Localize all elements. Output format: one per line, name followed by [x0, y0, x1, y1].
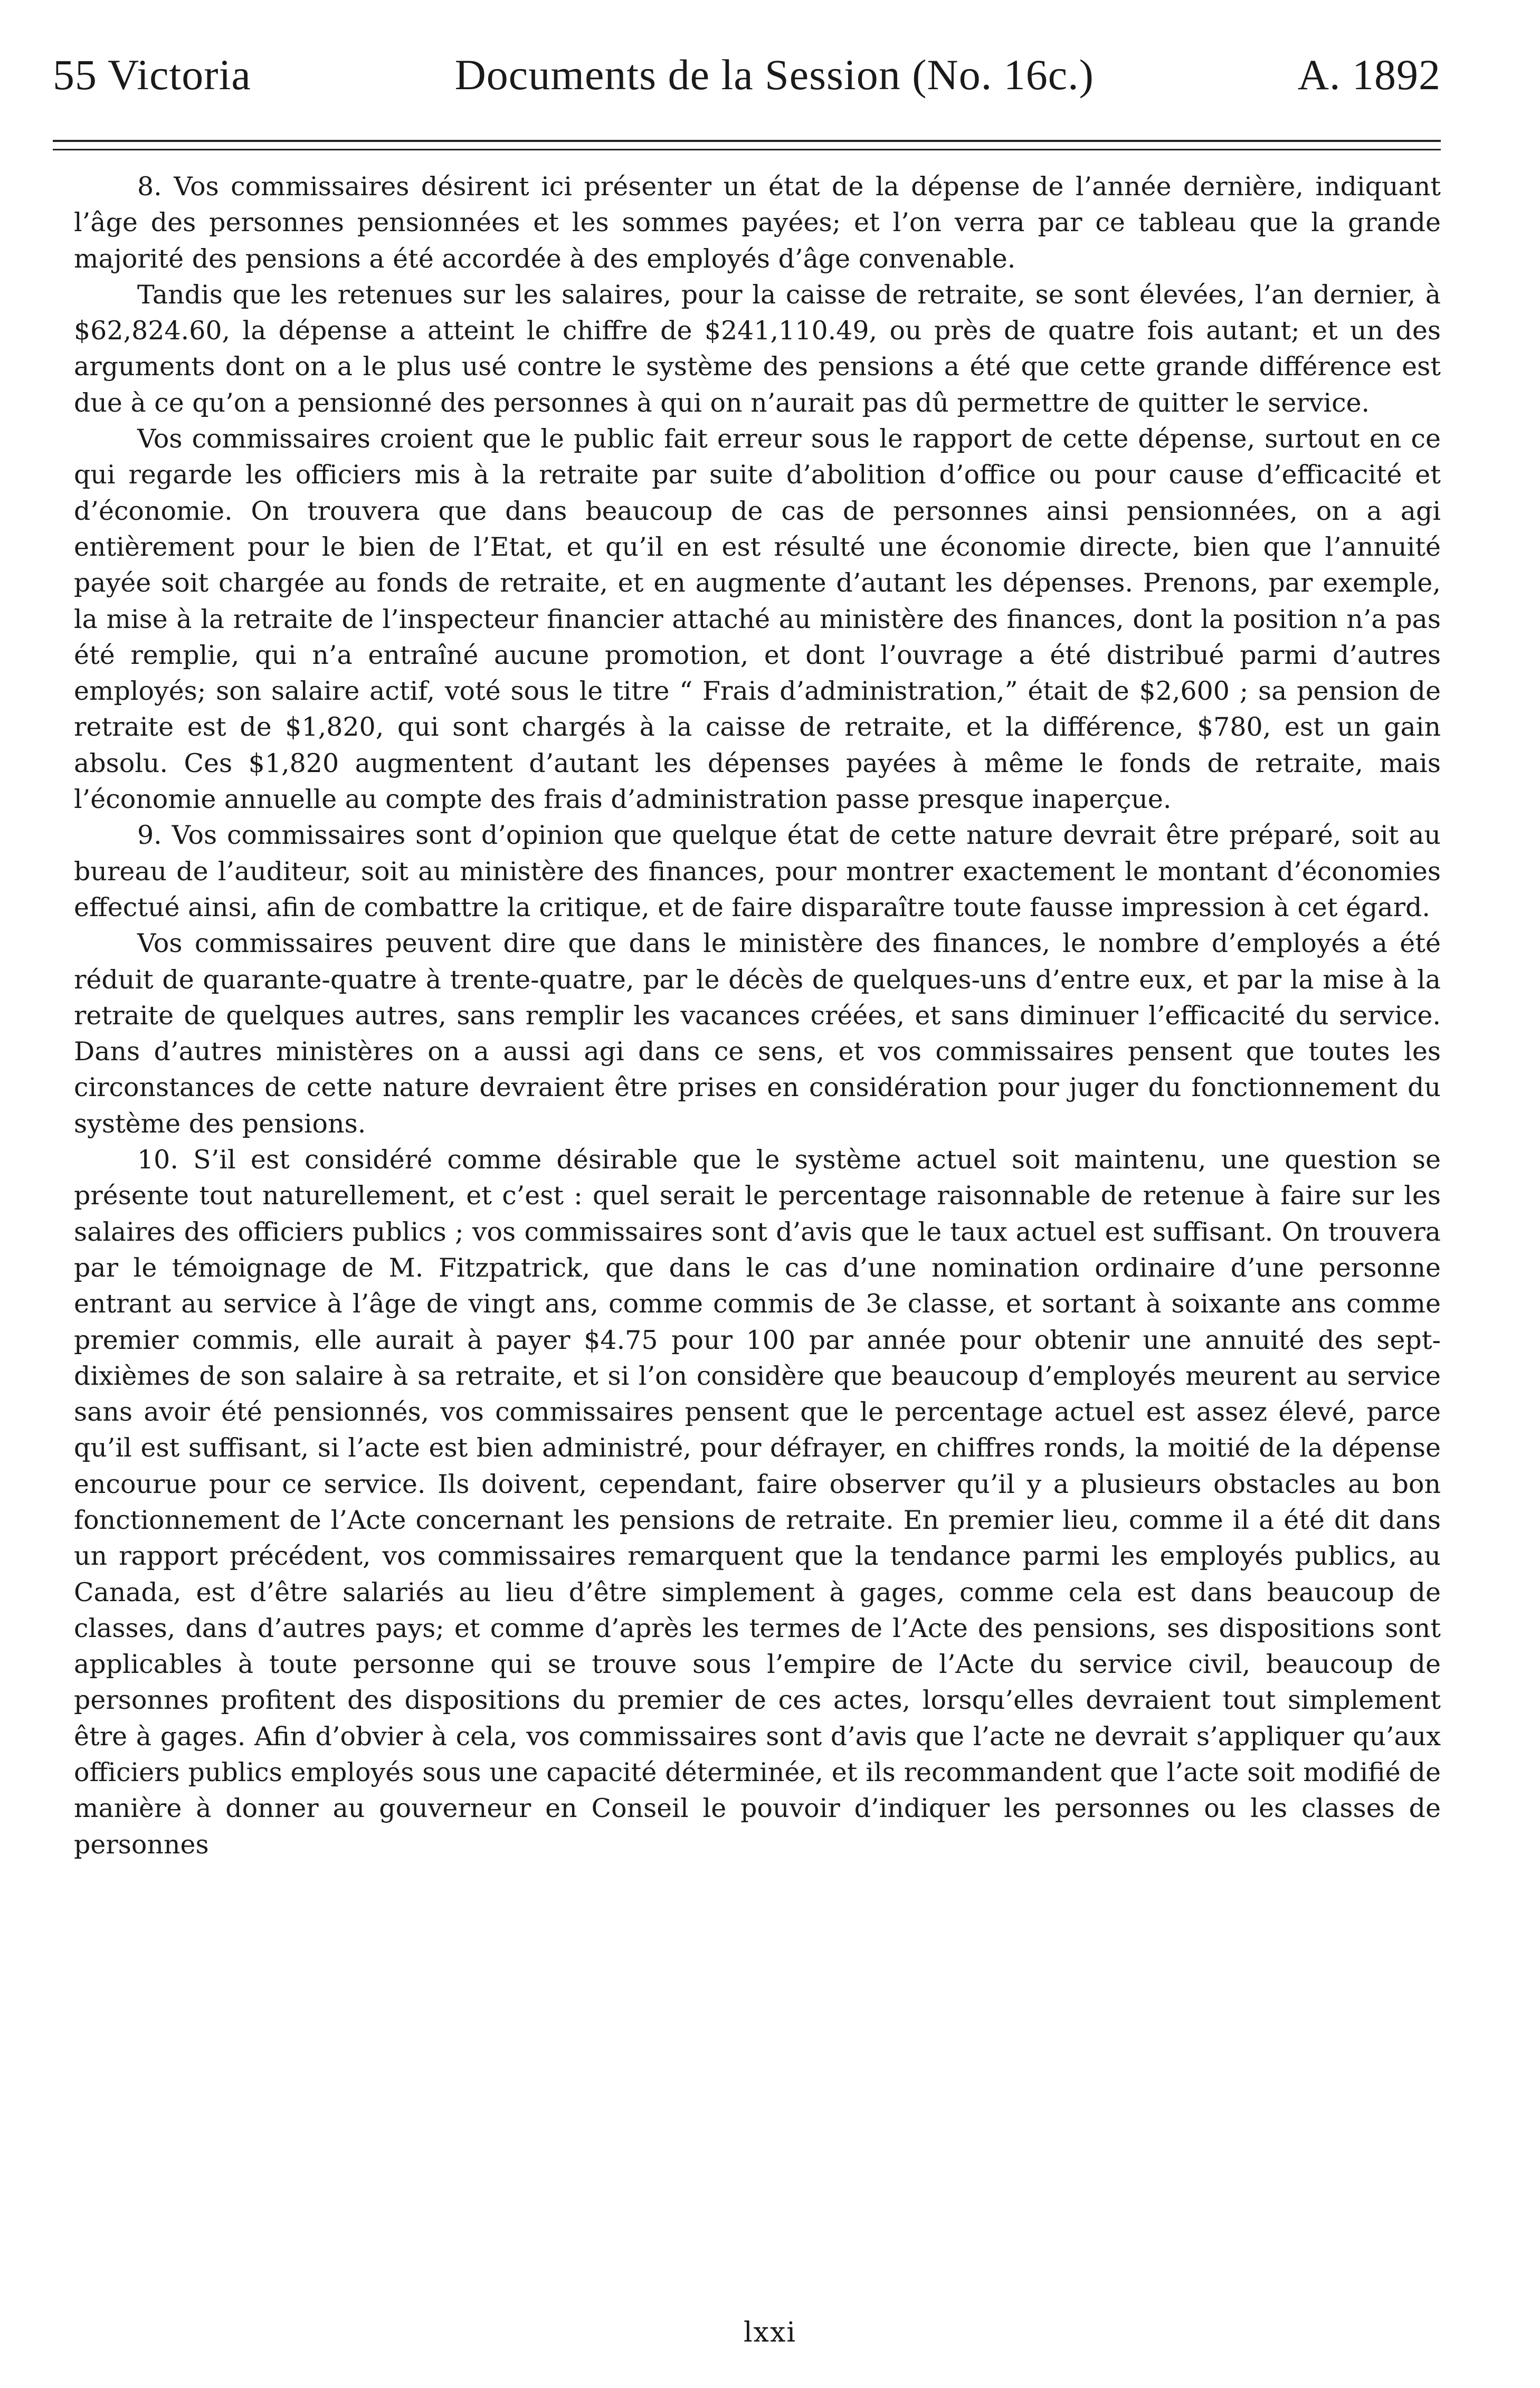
header-year: A. 1892	[1297, 51, 1441, 99]
paragraph-9: 9. Vos commissaires sont d’opinion que quelque état de cette nature devrait être préparé, soit au bureau de l’auditeur, soit au ministère des finances, pour montrer exactement le montant d’économies effectué ainsi, afin de combattre la critique, et de faire disparaître toute fausse impression à cet égard.	[74, 820, 1441, 922]
header-title: Documents de la Session (No. 16c.)	[454, 51, 1094, 99]
paragraph-9-finance-ministry: Vos commissaires peuvent dire que dans le ministère des finances, le nombre d’employés a été réduit de quarante-quatre à trente-quatre, par le décès de quelques-uns d’entre eux, et par la mise à la retraite de quelques autres, sans remplir les vacances créées, et sans diminuer l’efficacité du service. Dans d’autres ministères on a aussi agi dans ce sens, et vos commissaires pensent que toutes les circonstances de cette nature devraient être prises en considération pour juger du fonctionnement du système des pensions.	[74, 928, 1441, 1139]
paragraph-8-public-error: Vos commissaires croient que le public fait erreur sous le rapport de cette dépense, surtout en ce qui regarde les officiers mis à la retraite par suite d’abolition d’office ou pour cause d’efficacité et d’économie. On trouvera que dans beaucoup de cas de personnes ainsi pensionnées, on a agi entièrement pour le bien de l’Etat, et qu’il en est résulté une économie directe, bien que l’annuité payée soit chargée au fonds de retraite, et en augmente d’autant les dépenses. Prenons, par exemple, la mise à la retraite de l’inspecteur financier attaché au ministère des finances, dont la position n’a pas été remplie, qui n’a entraîné aucune promotion, et dont l’ouvrage a été distribué parmi d’autres employés; son salaire actif, voté sous le titre “ Frais d’administration,” était de $2,600 ; sa pension de retraite est de $1,820, qui sont chargés à la caisse de retraite, et la différence, $780, est un gain absolu. Ces $1,820 augmentent d’autant les dépenses payées à même le fonds de retraite, mais l’économie annuelle au compte des frais d’administration passe presque inaperçue.	[74, 424, 1441, 815]
header-rule-bottom	[53, 149, 1441, 150]
paragraph-8: 8. Vos commissaires désirent ici présenter un état de la dépense de l’année dernière, indiquant l’âge des personnes pensionnées et les sommes payées; et l’on verra par ce tableau que la grande majorité des pensions a été accordée à des employés d’âge convenable.	[74, 172, 1441, 274]
header-rule-top	[53, 140, 1441, 142]
paragraph-8-deductions: Tandis que les retenues sur les salaires, pour la caisse de retraite, se sont élevées, l’an dernier, à $62,824.60, la dépense a atteint le chiffre de $241,110.49, ou près de quatre fois autant; et un des arguments dont on a le plus usé contre le système des pensions a été que cette grande différence est due à ce qu’on a pensionné des personnes à qui on n’aurait pas dû permettre de quitter le service.	[74, 279, 1441, 418]
header-volume: 55 Victoria	[53, 51, 251, 99]
running-header	[53, 50, 1441, 103]
body-text	[74, 169, 1441, 1863]
page-number: lxxi	[744, 2317, 796, 2348]
paragraph-10: 10. S’il est considéré comme désirable que le système actuel soit maintenu, une question se présente tout naturellement, et c’est : quel serait le percentage raisonnable de retenue à faire sur les salaires des officiers publics ; vos commissaires sont d’avis que le taux actuel est suffisant. On trouvera par le témoignage de M. Fitzpatrick, que dans le cas d’une nomination ordinaire d’une personne entrant au service à l’âge de vingt ans, comme commis de 3e classe, et sortant à soixante ans comme premier commis, elle aurait à payer $4.75 pour 100 par année pour obtenir une annuité des sept-dixièmes de son salaire à sa retraite, et si l’on considère que beaucoup d’employés meurent au service sans avoir été pensionnés, vos commissaires pensent que le percentage actuel est assez élevé, parce qu’il est suffisant, si l’acte est bien administré, pour défrayer, en chiffres ronds, la moitié de la dépense encourue pour ce service. Ils doivent, cependant, faire observer qu’il y a plusieurs obstacles au bon fonctionnement de l’Acte concernant les pensions de retraite. En premier lieu, comme il a été dit dans un rapport précédent, vos commissaires remarquent que la tendance parmi les employés publics, au Canada, est d’être salariés au lieu d’être simplement à gages, comme cela est dans beaucoup de classes, dans d’autres pays; et comme d’après les termes de l’Acte des pensions, ses dispositions sont applicables à toute personne qui se trouve sous l’empire de l’Acte du service civil, beaucoup de personnes profitent des dispositions du premier de ces actes, lorsqu’elles devraient tout simplement être à gages. Afin d’obvier à cela, vos commissaires sont d’avis que l’acte ne devrait s’appliquer qu’aux officiers publics employés sous une capacité déterminée, et ils recommandent que l’acte soit modifié de manière à donner au gouverneur en Conseil le pouvoir d’indiquer les personnes ou les classes de personnes	[74, 1145, 1441, 1860]
